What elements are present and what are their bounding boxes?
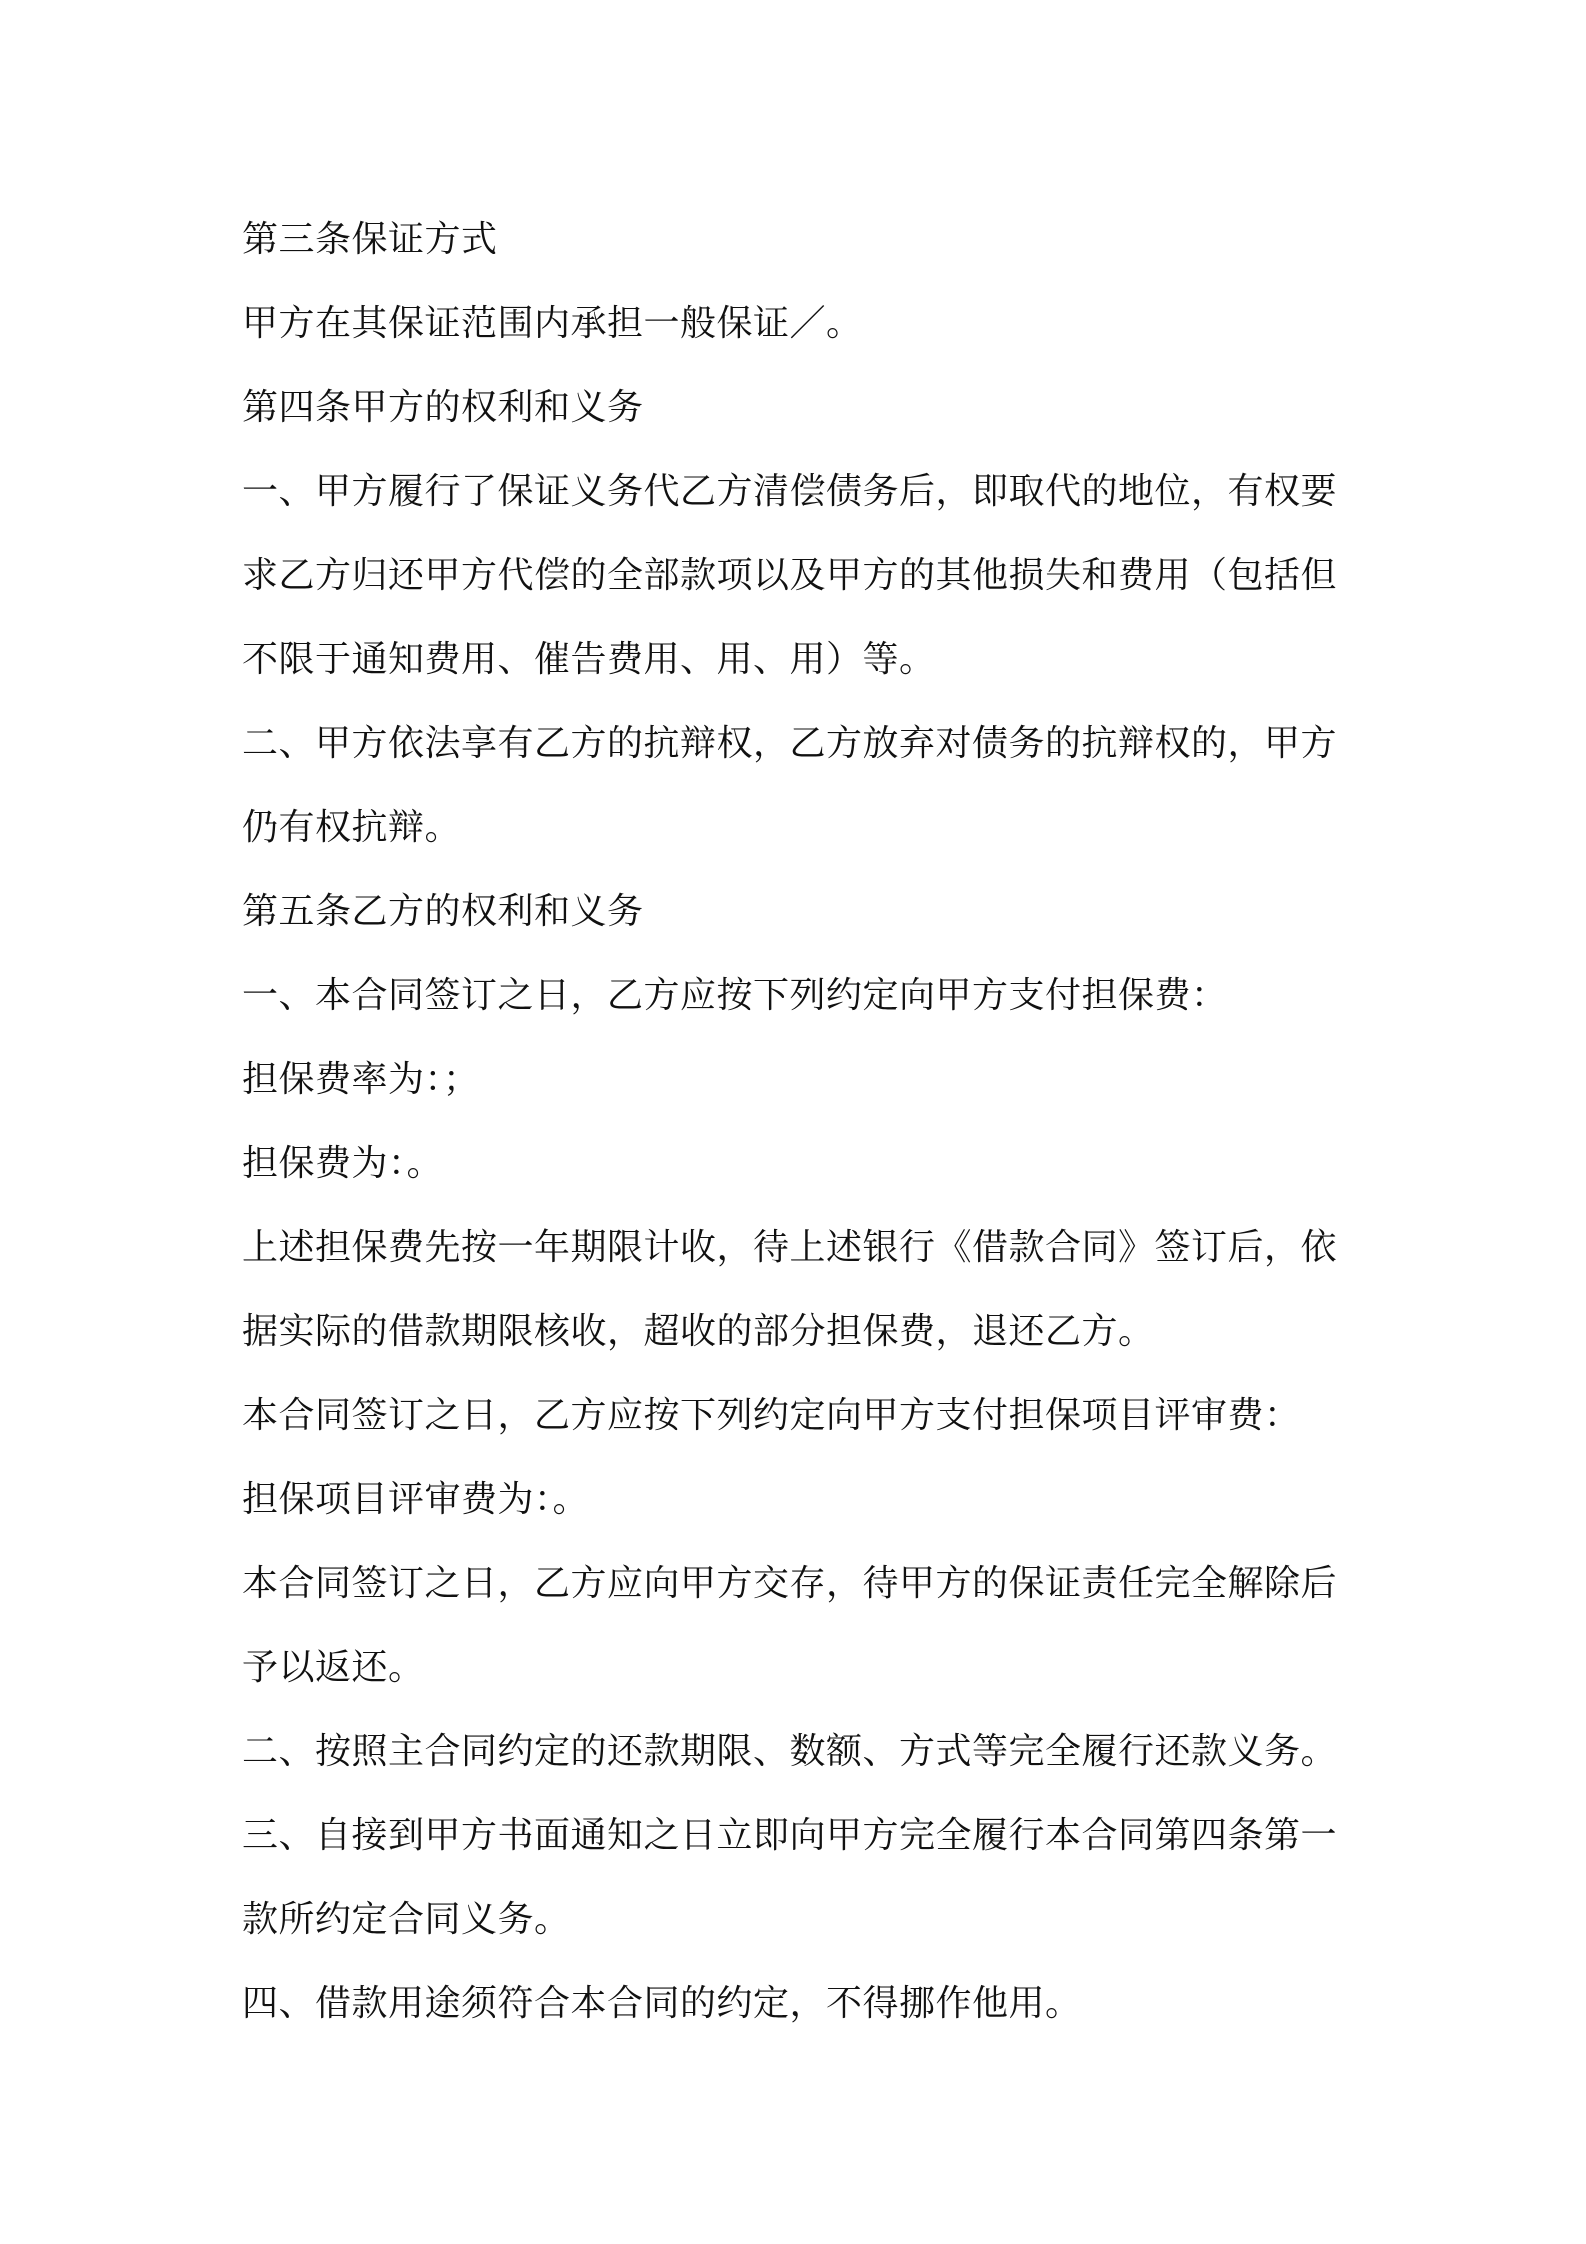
paragraph-line: 二、按照主合同约定的还款期限、数额、方式等完全履行还款义务。 [242,1731,1338,1772]
paragraph-line: 担保项目评审费为：。 [242,1479,590,1520]
paragraph-line: 不限于通知费用、催告费用、用、用）等。 [242,639,936,680]
paragraph-line: 四、借款用途须符合本合同的约定，不得挪作他用。 [242,1983,1082,2024]
paragraph-line: 上述担保费先按一年期限计收，待上述银行《借款合同》签订后，依 [242,1227,1338,1268]
paragraph-line: 二、甲方依法享有乙方的抗辩权，乙方放弃对债务的抗辩权的，甲方 [242,723,1338,764]
paragraph-line: 一、本合同签订之日，乙方应按下列约定向甲方支付担保费： [242,975,1228,1016]
paragraph-line: 求乙方归还甲方代偿的全部款项以及甲方的其他损失和费用（包括但 [242,555,1338,596]
article-4-heading: 第四条甲方的权利和义务 [242,387,644,428]
paragraph-line: 予以返还。 [242,1647,425,1688]
paragraph-line: 本合同签订之日，乙方应向甲方交存，待甲方的保证责任完全解除后 [242,1563,1338,1604]
paragraph-line: 本合同签订之日，乙方应按下列约定向甲方支付担保项目评审费： [242,1395,1301,1436]
paragraph-line: 三、自接到甲方书面通知之日立即向甲方完全履行本合同第四条第一 [242,1815,1338,1856]
paragraph-line: 一、甲方履行了保证义务代乙方清偿债务后，即取代的地位，有权要 [242,471,1338,512]
paragraph-line: 款所约定合同义务。 [242,1899,571,1940]
paragraph-line: 担保费为：。 [242,1143,444,1184]
paragraph-line: 担保费率为：； [242,1059,480,1100]
paragraph-line: 甲方在其保证范围内承担一般保证／。 [242,303,863,344]
document-body [242,198,1362,2046]
article-5-heading: 第五条乙方的权利和义务 [242,891,644,932]
paragraph-line: 仍有权抗辩。 [242,807,462,848]
article-3-heading: 第三条保证方式 [242,219,498,260]
paragraph-line: 据实际的借款期限核收，超收的部分担保费，退还乙方。 [242,1311,1155,1352]
